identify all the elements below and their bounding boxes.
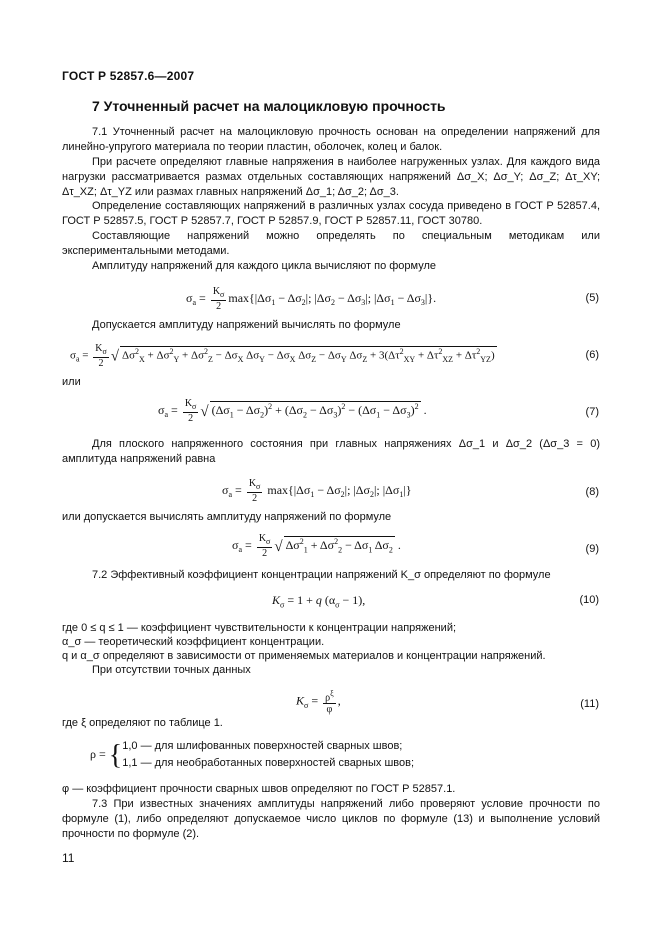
paragraph-7-1: 7.1 Уточненный расчет на малоцикловую прочность основан на определении напряжений для линейно-упругого материала по теории пластин, оболочек, колец и балок. xyxy=(62,126,600,153)
paragraph-alt-plane: или допускается вычислять амплитуду напряжений по формуле xyxy=(62,511,392,523)
formula-10: $K_\sigma = 1 + q$ $(\alpha_\sigma - 1)$, xyxy=(272,593,366,610)
formula-rho: ρ = { 1,0 — для шлифованных поверхностей сварных швов; 1,1 — для необработанных поверхностей сварных швов; xyxy=(90,739,415,771)
formula-6: $\sigma_a$ = $\frac{K_\sigma}{2}$ √ $\Delta\sigma^2_X + \Delta\sigma^2_Y + \Delta\sigma^2_Z - \Delta\sigma_X$ $\Delta\sigma_Y - \Delta\sigma_X$ $\Delta\sigma_Z - \Delta\sigma_Y$ $\Delta\sigma_Z + 3(\Delta\tau^2_{XY} + \Delta\tau^2_{XZ} + \Delta\tau^2_{YZ})$ xyxy=(70,343,495,369)
paragraph-principal-stresses: При расчете определяют главные напряжения в наиболее нагруженных узлах. Для каждого вида нагрузки рассматривается размах отдельных составляющих напряжений Δσ_X; Δσ_Y; Δσ_Z; Δτ_XY; Δτ_XZ; Δτ_YZ или размах главных напряжений Δσ_1; Δσ_2; Δσ_3. xyxy=(62,156,600,198)
equation-number-9: (9) xyxy=(585,543,599,555)
paragraph-plane-stress: Для плоского напряженного состояния при главных напряжениях Δσ_1 и Δσ_2 (Δσ_3 = 0) амплитуда напряжений равна xyxy=(62,438,600,465)
rho-case-ground: 1,0 — для шлифованных поверхностей сварных швов; xyxy=(122,740,403,752)
definition-alpha: α_σ — теоретический коэффициент концентрации. xyxy=(62,636,325,648)
paragraph-methods: Составляющие напряжений можно определять по специальным методикам или экспериментальными методами. xyxy=(62,230,600,257)
formula-7: $\sigma_a$ = $\frac{K_\sigma}{2}$ √ $(\Delta\sigma_1 - \Delta\sigma_2)^2 + (\Delta\sigma_2 - \Delta\sigma_3)^2 - (\Delta\sigma_1 - \Delta\sigma_3)^2$ . xyxy=(158,398,427,424)
definition-xi: где ξ определяют по таблице 1. xyxy=(62,717,223,729)
definition-q: где 0 ≤ q ≤ 1 — коэффициент чувствительности к концентрации напряжений; xyxy=(62,622,457,634)
formula-11: $K_\sigma$ = $\frac{\rho^\xi}{\varphi}$ , xyxy=(296,689,341,716)
rho-case-raw: 1,1 — для необработанных поверхностей сварных швов; xyxy=(122,757,415,769)
formula-5: $\sigma_a$ = $\frac{K_\sigma}{2}$ $\max\{|\Delta\sigma_1 - \Delta\sigma_2|$; $|\Delta\sigma_2 - \Delta\sigma_3|$; $|\Delta\sigma_1 - \Delta\sigma_3|$}. xyxy=(186,286,437,312)
paragraph-7-2: 7.2 Эффективный коэффициент концентрации напряжений K_σ определяют по формуле xyxy=(92,569,551,581)
paragraph-references: Определение составляющих напряжений в различных узлах сосуда приведено в ГОСТ Р 52857.4, ГОСТ Р 52857.5, ГОСТ Р 52857.7, ГОСТ Р 52857.9, ГОСТ Р 52857.11, ГОСТ 30780. xyxy=(62,200,600,227)
document-id: ГОСТ Р 52857.6—2007 xyxy=(62,69,195,83)
equation-number-11: (11) xyxy=(580,698,599,710)
section-title: 7 Уточненный расчет на малоцикловую прочность xyxy=(92,98,446,114)
page-number: 11 xyxy=(62,851,75,865)
definition-q-alpha: q и α_σ определяют в зависимости от применяемых материалов и концентрации напряжений. xyxy=(62,650,546,662)
formula-9: $\sigma_a$ = $\frac{K_\sigma}{2}$ √ $\Delta\sigma^2_1 + \Delta\sigma^2_2 - \Delta\sigma_1$ $\Delta\sigma_2$ . xyxy=(232,533,401,559)
equation-number-5: (5) xyxy=(585,292,599,304)
paragraph-no-data: При отсутствии точных данных xyxy=(92,664,251,676)
equation-number-7: (7) xyxy=(585,406,599,418)
paragraph-alt-amplitude: Допускается амплитуду напряжений вычислять по формуле xyxy=(92,319,401,331)
equation-number-10: (10) xyxy=(579,594,599,606)
formula-8: $\sigma_a$ = $\frac{K_\sigma}{2}$ $\max\{|\Delta\sigma_1 - \Delta\sigma_2|$; $|\Delta\sigma_2|$; $|\Delta\sigma_1|$} xyxy=(222,478,412,504)
paragraph-7-3: 7.3 При известных значениях амплитуды напряжений либо проверяют условие прочности по формуле (1), либо определяют допускаемое число циклов по формуле (13) и выполнение условий прочности по формуле (2). xyxy=(62,798,600,840)
paragraph-or: или xyxy=(62,376,81,388)
definition-phi: φ — коэффициент прочности сварных швов определяют по ГОСТ Р 52857.1. xyxy=(62,783,456,795)
equation-number-6: (6) xyxy=(585,349,599,361)
paragraph-amplitude-intro: Амплитуду напряжений для каждого цикла вычисляют по формуле xyxy=(92,260,437,272)
equation-number-8: (8) xyxy=(585,486,599,498)
